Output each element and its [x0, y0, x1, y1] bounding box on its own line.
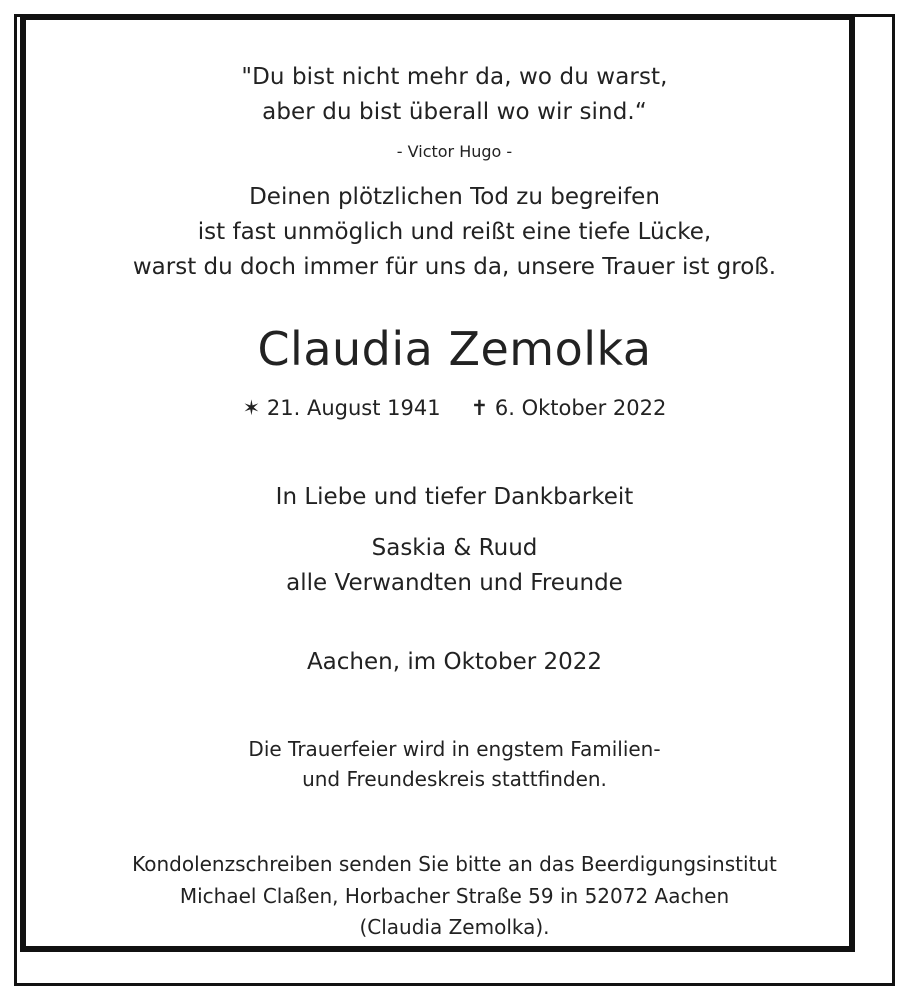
ceremony-line-1: Die Trauerfeier wird in engstem Familien- — [248, 737, 661, 761]
intro-line-3: warst du doch immer für uns da, unsere Trauer ist groß. — [132, 254, 777, 280]
place-date: Aachen, im Oktober 2022 — [306, 649, 603, 675]
mourner-names-line-2: alle Verwandten und Freunde — [286, 570, 623, 596]
death-cross-icon: ✝ — [470, 396, 489, 420]
quote-line-1: "Du bist nicht mehr da, wo du warst, — [241, 64, 668, 90]
condolence-line-1: Kondolenzschreiben senden Sie bitte an das Beerdigungsinstitut — [132, 852, 777, 876]
birth-star-icon: ✶ — [242, 396, 261, 420]
dedication: In Liebe und tiefer Dankbarkeit — [275, 484, 634, 510]
quote-line-2: aber du bist überall wo wir sind.“ — [262, 99, 647, 125]
death-date: 6. Oktober 2022 — [494, 396, 667, 420]
intro-line-2: ist fast unmöglich und reißt eine tiefe Lücke, — [197, 219, 712, 245]
mourner-names-line-1: Saskia & Ruud — [371, 535, 538, 561]
deceased-name: Claudia Zemolka — [257, 322, 652, 376]
ceremony-line-2: und Freundeskreis stattfinden. — [302, 767, 607, 791]
life-dates — [0, 396, 909, 420]
birth-date: 21. August 1941 — [266, 396, 441, 420]
quote-author: - Victor Hugo - — [396, 142, 513, 161]
condolence-line-2: Michael Claßen, Horbacher Straße 59 in 52072 Aachen — [179, 884, 730, 908]
condolence-line-3: (Claudia Zemolka). — [359, 915, 550, 939]
intro-line-1: Deinen plötzlichen Tod zu begreifen — [249, 184, 660, 210]
